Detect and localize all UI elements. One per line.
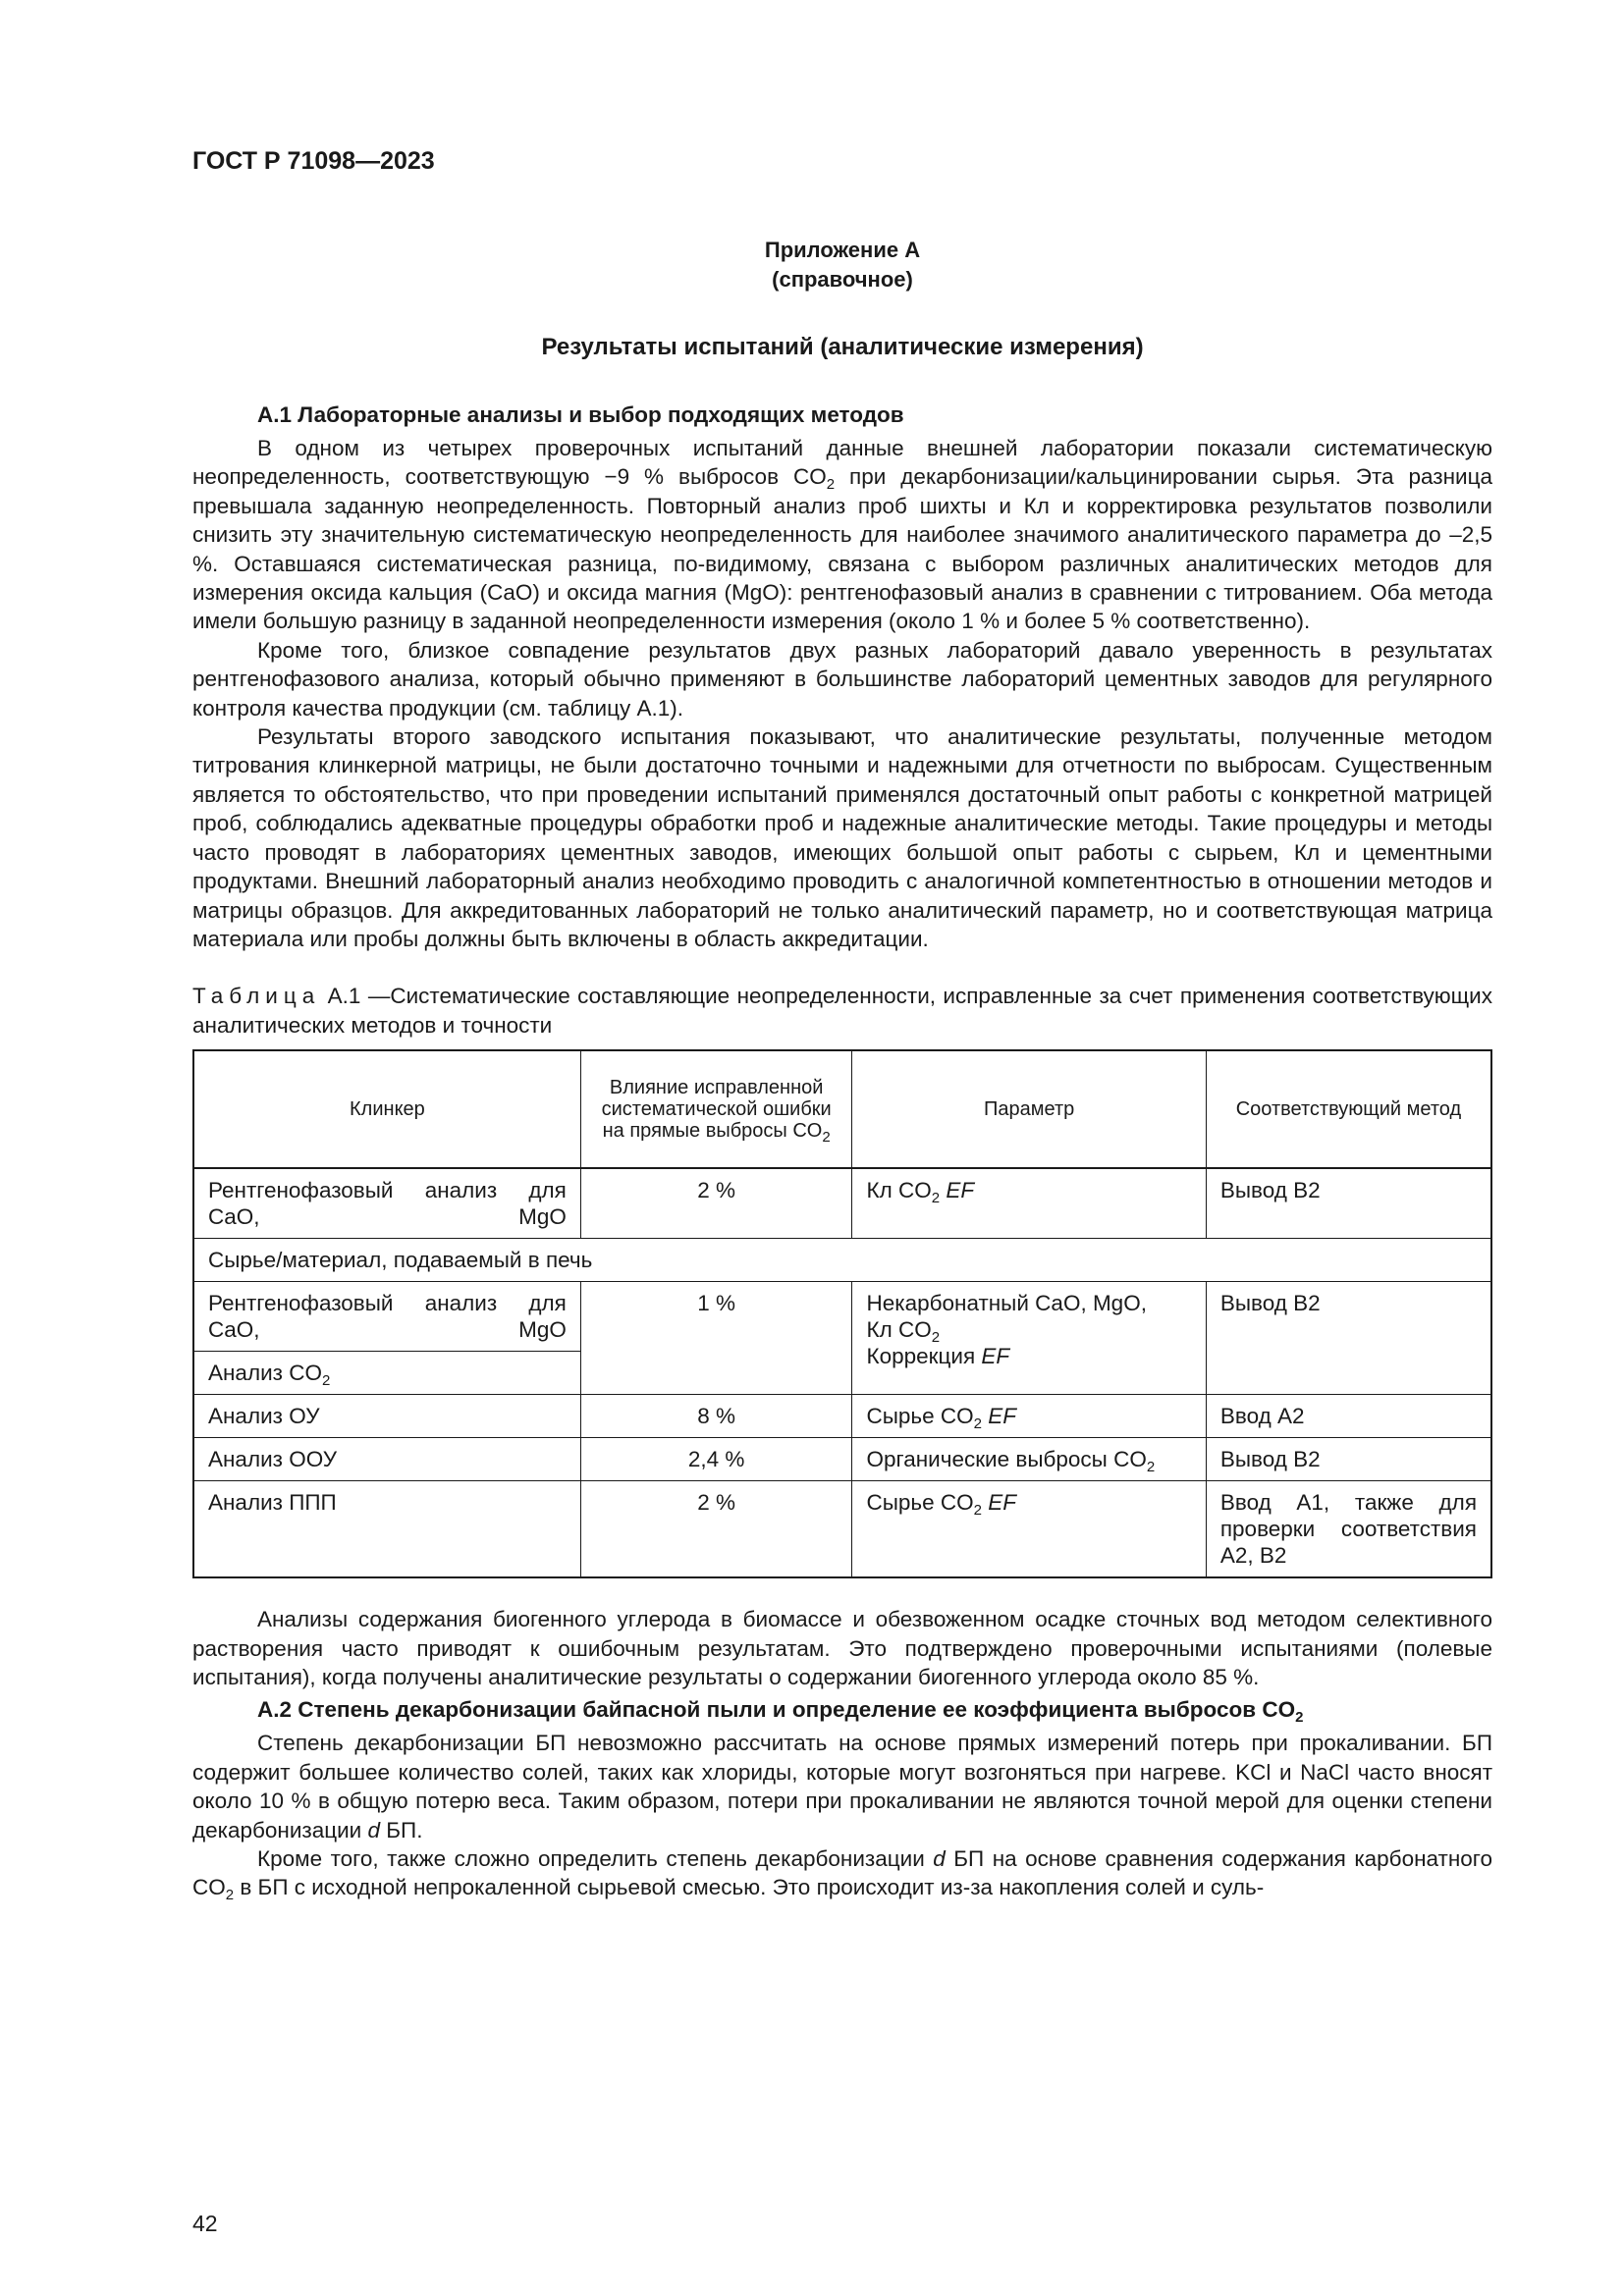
table-row — [193, 1481, 1491, 1578]
page-number: 42 — [192, 2211, 218, 2236]
table-cell: Кл $CO_2$ EF — [852, 1168, 1206, 1239]
table-cell: 2 % — [580, 1168, 852, 1239]
table-cell: Вывод В2 — [1206, 1438, 1491, 1481]
table-header-row — [193, 1050, 1491, 1168]
appendix-kind: (справочное) — [772, 267, 913, 292]
table-row — [193, 1168, 1491, 1239]
table-cell: Ввод А2 — [1206, 1395, 1491, 1438]
table-cell: Органические выбросы $CO_2$ — [852, 1438, 1206, 1481]
table-section-row — [193, 1239, 1491, 1282]
section-a2-heading: А.2 Степень декарбонизации байпасной пыли и определение ее коэффициента выбросов $CO_2$ — [257, 1697, 1304, 1727]
paragraph: Анализы содержания биогенного углерода в биомассе и обезвоженном осадке сточных вод методом селективного растворения часто приводят к ошибочным результатам. Это подтверждено проверочными испытаниями (полевые испытания), когда получены аналитические результаты о содержании биогенного углерода около 85 %. — [192, 1607, 1492, 1689]
paragraph: В одном из четырех проверочных испытаний данные внешней лаборатории показали систематическую неопределенность, соответствующую −9 % выбросов $CO_2$ при декарбонизации/кальцинировании сырья. Эта разница превышала заданную неопределенность. Повторный анализ проб шихты и Кл и корректировка результатов позволили снизить эту значительную систематическую неопределенность для наиболее значимого аналитического параметра до –2,5 %. Оставшаяся систематическая разница, по-видимому, связана с выбором различных аналитических методов для измерения оксида кальция (CaO) и оксида магния (MgO): рентгенофазовый анализ в сравнении с титрованием. Оба метода имели большую разницу в заданной неопределенности измерения (около 1 % и более 5 % соответственно). — [192, 436, 1492, 634]
header-clinker: Клинкер — [193, 1050, 580, 1168]
table-cell: Рентгенофазовый анализ для CaO, MgO — [193, 1282, 580, 1352]
table-cell: 2 % — [580, 1481, 852, 1578]
uncertainty-table — [192, 1049, 1492, 1578]
header-parameter: Параметр — [852, 1050, 1206, 1168]
table-cell: Ввод А1, также для проверки соответствия А2, В2 — [1206, 1481, 1491, 1578]
table-cell: Анализ ОУ — [193, 1395, 580, 1438]
table-cell: Анализ ООУ — [193, 1438, 580, 1481]
results-title: Результаты испытаний (аналитические измерения) — [541, 334, 1144, 360]
table-cell: Анализ $CO_2$ — [193, 1352, 580, 1395]
paragraph: Кроме того, близкое совпадение результатов двух разных лабораторий давало уверенность в результатах рентгенофазового анализа, который обычно применяют в большинстве лабораторий цементных заводов для регулярного контроля качества продукции (см. таблицу А.1). — [192, 637, 1492, 721]
appendix-title: Приложение А — [764, 238, 921, 262]
paragraph: Результаты второго заводского испытания показывают, что аналитические результаты, полученные методом титрования клинкерной матрицы, не были достаточно точными и надежными для отчетности по выбросам. Существенным является то обстоятельство, что при проведении испытаний применялся достаточный опыт работы с конкретной матрицей проб, соблюдались адекватные процедуры обработки проб и надежные аналитические методы. Такие процедуры и методы часто проводят в лабораториях цементных заводов, имеющих большой опыт работы с сырьем, Кл и цементными продуктами. Внешний лабораторный анализ необходимо проводить с аналогичной компетентностью в отношении методов и матрицы образцов. Для аккредитованных лабораторий не только аналитический параметр, но и соответствующая матрица материала или пробы должны быть включены в область аккредитации. — [192, 724, 1492, 951]
table-section-cell: Сырье/материал, подаваемый в печь — [193, 1239, 1491, 1282]
header-method: Соответствующий метод — [1206, 1050, 1491, 1168]
table-cell: Анализ ППП — [193, 1481, 580, 1578]
table-cell: Некарбонатный CaO, MgO, Кл $CO_2$ Коррекция EF — [852, 1282, 1206, 1395]
document-code: ГОСТ Р 71098—2023 — [192, 147, 435, 175]
document-page — [192, 147, 1492, 1902]
table-row — [193, 1282, 1491, 1352]
table-cell: 8 % — [580, 1395, 852, 1438]
paragraph: Кроме того, также сложно определить степень декарбонизации d БП на основе сравнения содержания карбонатного $CO_2$ в БП с исходной непрокаленной сырьевой смесью. Это происходит из-за накопления солей и суль- — [192, 1845, 1492, 1904]
table-cell: Вывод В2 — [1206, 1168, 1491, 1239]
table-cell: Сырье $CO_2$ EF — [852, 1395, 1206, 1438]
table-cell: 2,4 % — [580, 1438, 852, 1481]
paragraph: Степень декарбонизации БП невозможно рассчитать на основе прямых измерений потерь при прокаливании. БП содержит большее количество солей, таких как хлориды, которые могут возгоняться при нагреве. KCl и NaCl часто вносят около 10 % в общую потерю веса. Таким образом, потери при прокаливании не являются точной мерой для оценки степени декарбонизации d БП. — [192, 1731, 1492, 1842]
table-cell: 1 % — [580, 1282, 852, 1395]
section-a1-heading: А.1 Лабораторные анализы и выбор подходящих методов — [257, 402, 904, 427]
table-cell: Вывод В2 — [1206, 1282, 1491, 1395]
table-caption: Таблица А.1 —Систематические составляющие неопределенности, исправленные за счет применения соответствующих аналитических методов и точности — [192, 984, 1492, 1038]
table-cell: Сырье $CO_2$ EF — [852, 1481, 1206, 1578]
header-impact: Влияние исправленной систематической ошибки на прямые выбросы $CO_2$ — [580, 1050, 852, 1168]
table-row — [193, 1395, 1491, 1438]
table-row — [193, 1438, 1491, 1481]
table-cell: Рентгенофазовый анализ для CaO, MgO — [193, 1168, 580, 1239]
